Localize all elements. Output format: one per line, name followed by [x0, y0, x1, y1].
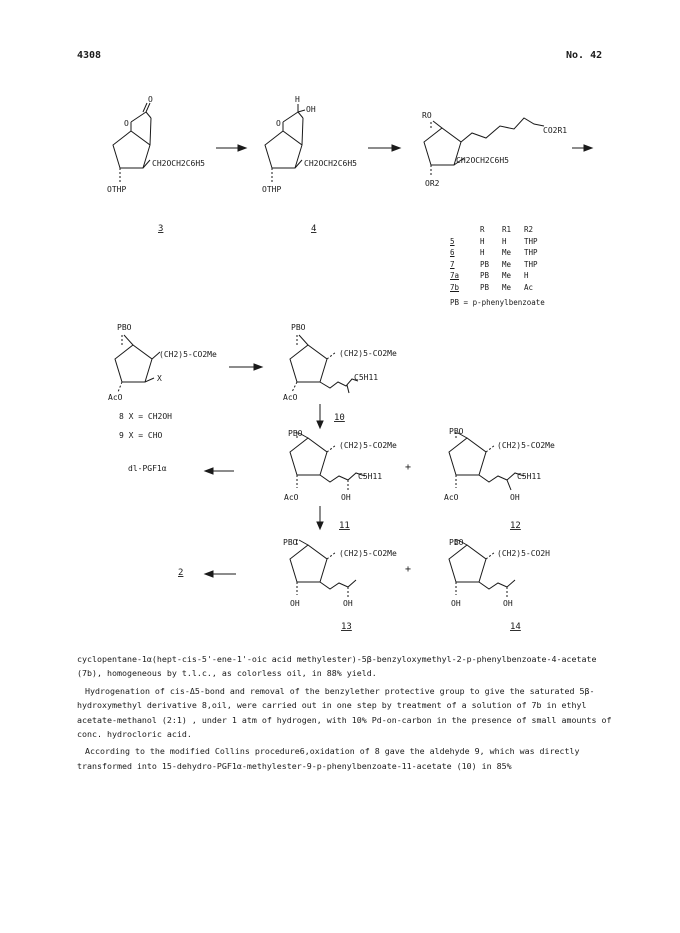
table-row: 6 H Me THP [450, 248, 538, 257]
compound-number-10: 10 [334, 413, 345, 423]
compound-8-9-structure [108, 323, 217, 402]
svg-text:X: X [157, 374, 162, 383]
svg-text:OTHP: OTHP [107, 185, 127, 194]
compound-number-4: 4 [311, 224, 317, 234]
compound-number-13: 13 [341, 622, 352, 632]
svg-text:CH2OCH2C6H5: CH2OCH2C6H5 [304, 159, 357, 168]
svg-text:(CH2)5-CO2Me: (CH2)5-CO2Me [497, 441, 555, 450]
svg-text:OTHP: OTHP [262, 185, 282, 194]
svg-text:OH: OH [306, 105, 316, 114]
svg-text:OH: OH [343, 599, 353, 608]
def-compound-9: 9 X = CHO [119, 431, 163, 440]
compound-12-structure [444, 427, 555, 502]
table-footnote: PB = p-phenylbenzoate [450, 298, 545, 307]
svg-text:(CH2)5-CO2H: (CH2)5-CO2H [497, 549, 550, 558]
svg-text:AcO: AcO [108, 393, 123, 402]
table-row: 7b PB Me Ac [450, 282, 534, 292]
compound-14-structure [449, 538, 550, 608]
substituent-table [450, 224, 554, 309]
svg-text:PBO: PBO [283, 538, 298, 547]
svg-text:(CH2)5-CO2Me: (CH2)5-CO2Me [339, 549, 397, 558]
compound-number-14: 14 [510, 622, 521, 632]
paragraph-3: According to the modified Collins procedure6,oxidation of 8 gave the aldehyde 9, which was directly transformed into 15-dehydro-PGF1α-methylester-9-p-phenylbenzoate-11-acetate (10) in 85% [77, 746, 580, 771]
svg-text:(CH2)5-CO2Me: (CH2)5-CO2Me [339, 349, 397, 358]
svg-text:PBO: PBO [291, 323, 306, 332]
table-row: 7 PB Me THP [450, 259, 538, 269]
table-header-row: R R1 R2 [480, 225, 534, 234]
svg-text:C5H11: C5H11 [354, 373, 379, 382]
compound-11-structure [284, 429, 397, 502]
svg-text:OH: OH [290, 599, 300, 608]
svg-text:H: H [295, 95, 300, 104]
paragraph-1: cyclopentane-1α(hept-cis-5'-ene-1'-oic acid methylester)-5β-benzyloxymethyl-2-p-phenylbenzoate-4-acetate (7b), homogeneous by t.l.c., as colorless oil, in 88% yield. [77, 654, 597, 679]
compound-number-2: 2 [178, 568, 184, 578]
svg-text:(CH2)5-CO2Me: (CH2)5-CO2Me [339, 441, 397, 450]
compound-3-structure [107, 95, 205, 194]
compound-4-structure [262, 95, 357, 194]
svg-text:OH: OH [503, 599, 513, 608]
svg-text:OH: OH [451, 599, 461, 608]
svg-text:OH: OH [510, 493, 520, 502]
svg-text:+: + [405, 564, 412, 575]
paragraph-2: Hydrogenation of cis-Δ5-bond and removal of the benzylether protective group to give the saturated 5β-hydroxymethyl derivative 8,oil, were carried out in one step by treatment of a solution of 7b in ethyl acetate-methanol (2:1) , under 1 atm of hydrogen, with 10% Pd-on-carbon in the presence of small amounts of conc. hydrocloric acid. [77, 685, 612, 740]
svg-text:PBO: PBO [449, 538, 464, 547]
svg-text:PBO: PBO [117, 323, 132, 332]
svg-text:RO: RO [422, 111, 432, 120]
svg-text:O: O [276, 119, 281, 128]
compound-10-structure [283, 323, 397, 402]
svg-text:+: + [405, 462, 412, 473]
svg-text:CO2R1: CO2R1 [543, 126, 568, 135]
svg-text:C5H11: C5H11 [358, 472, 383, 481]
body-text [77, 652, 612, 773]
svg-text:CH2OCH2C6H5: CH2OCH2C6H5 [456, 156, 509, 165]
svg-text:OR2: OR2 [425, 179, 440, 188]
svg-text:O: O [148, 95, 153, 104]
svg-text:OH: OH [341, 493, 351, 502]
svg-text:C5H11: C5H11 [517, 472, 542, 481]
compound-number-11: 11 [339, 521, 350, 531]
table-row: 5 H H THP [450, 236, 538, 246]
compound-5-7-structure [422, 111, 567, 188]
table-row: 7a PB Me H [450, 271, 529, 280]
compound-number-3: 3 [158, 224, 164, 234]
svg-text:O: O [124, 119, 129, 128]
def-compound-8: 8 X = CH2OH [119, 412, 172, 421]
svg-text:AcO: AcO [444, 493, 459, 502]
svg-text:AcO: AcO [284, 493, 299, 502]
compound-13-structure [283, 538, 397, 608]
svg-text:CH2OCH2C6H5: CH2OCH2C6H5 [152, 159, 205, 168]
page-number: 4308 [77, 50, 102, 61]
issue-label: No. 42 [566, 50, 603, 61]
svg-text:AcO: AcO [283, 393, 298, 402]
svg-text:PBO: PBO [449, 427, 464, 436]
svg-text:(CH2)5-CO2Me: (CH2)5-CO2Me [159, 350, 217, 359]
svg-text:PBO: PBO [288, 429, 303, 438]
dl-pgf1a-label: dl-PGF1α [128, 464, 167, 473]
compound-number-12: 12 [510, 521, 521, 531]
